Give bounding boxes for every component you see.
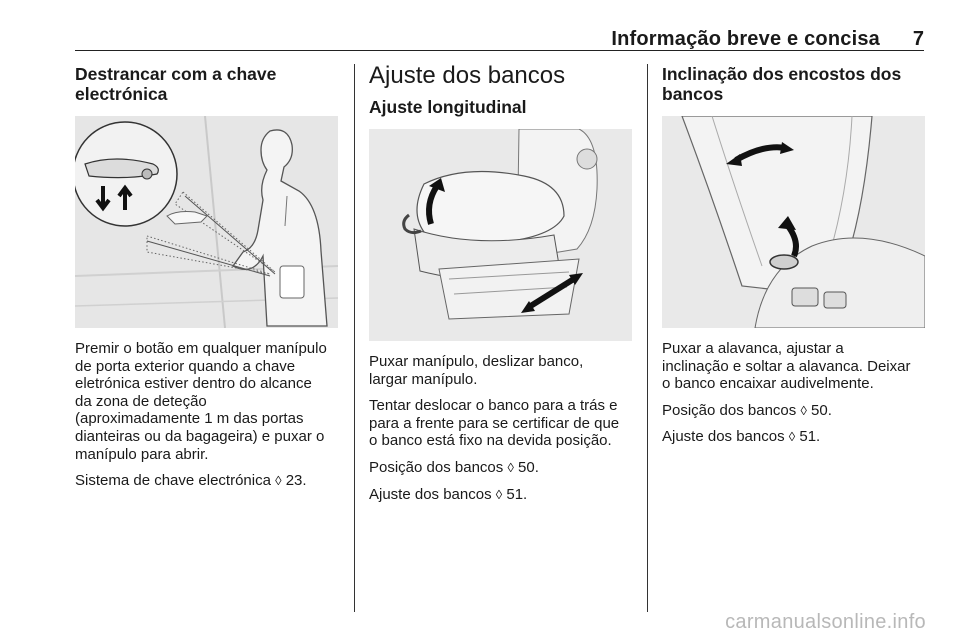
heading-line-2: electrónica	[75, 84, 168, 104]
xref-arrow-icon: ◊	[788, 429, 796, 445]
cross-reference-keyless-system[interactable]	[75, 472, 343, 490]
text-line: inclinação e soltar a alavanca. Deixar	[662, 357, 911, 375]
footer-watermark: carmanualsonline.info	[725, 611, 926, 633]
section-heading-keyless-unlock	[75, 64, 343, 104]
column-divider-1	[354, 64, 355, 612]
xref-label: Ajuste dos bancos	[662, 428, 785, 446]
illustration-seat-longitudinal	[369, 129, 632, 341]
illustration-door-handle-keyless	[75, 116, 338, 328]
column-backrest-inclination	[662, 64, 926, 446]
text-line: manípulo para abrir.	[75, 445, 209, 463]
paragraph-backrest-instructions	[662, 340, 926, 393]
header-rule	[75, 50, 924, 51]
xref-page: 50.	[811, 401, 832, 419]
section-heading-backrest-inclination	[662, 64, 926, 104]
text-line: de porta exterior quando a chave	[75, 357, 296, 375]
chapter-heading-seat-adjustment: Ajuste dos bancos	[369, 62, 566, 89]
xref-label: Sistema de chave electrónica	[75, 472, 271, 490]
text-line: Premir o botão em qualquer manípulo	[75, 340, 327, 357]
illustration-backrest-lever	[662, 116, 925, 328]
column-divider-2	[647, 64, 648, 612]
page-number: 7	[912, 28, 924, 50]
text-line: dianteiras ou da bagageira) e puxar o	[75, 427, 325, 445]
text-line: Puxar manípulo, deslizar banco,	[369, 353, 584, 370]
text-line: o banco encaixar audivelmente.	[662, 375, 874, 393]
text-line: (aproximadamente 1 m das portas	[75, 410, 304, 428]
xref-arrow-icon: ◊	[507, 459, 514, 475]
text-line: o banco está fixo na devida posição.	[369, 432, 612, 450]
heading-line-1: Inclinação dos encostos dos	[662, 64, 902, 84]
backrest-lever-svg	[662, 116, 925, 328]
text-line: eletrónica estiver dentro do alcance	[75, 375, 312, 393]
door-handle-illustration-svg	[75, 116, 338, 328]
text-line: Puxar a alavanca, ajustar a	[662, 340, 844, 357]
text-line: da zona de deteção	[75, 392, 207, 410]
heading-line-2: bancos	[662, 84, 724, 104]
xref-arrow-icon: ◊	[800, 402, 807, 418]
heading-line-1: Destrancar com a chave	[75, 64, 277, 84]
text-line: largar manípulo.	[369, 370, 478, 388]
xref-label: Posição dos bancos	[369, 458, 504, 476]
cross-reference-seat-adjustment[interactable]	[369, 486, 633, 504]
xref-arrow-icon: ◊	[495, 486, 503, 502]
section-heading-longitudinal: Ajuste longitudinal	[369, 97, 527, 117]
xref-arrow-icon: ◊	[275, 473, 282, 489]
xref-page: 51.	[506, 485, 528, 503]
paragraph-keyless-instructions	[75, 340, 343, 463]
cross-reference-seat-position[interactable]	[662, 402, 926, 420]
seat-longitudinal-svg	[369, 129, 632, 341]
cross-reference-seat-adjustment[interactable]	[662, 428, 926, 446]
text-line: para a frente para se certificar de que	[369, 414, 620, 432]
text-line: Tentar deslocar o banco para a trás e	[369, 397, 618, 415]
xref-page: 23.	[285, 472, 307, 490]
cross-reference-seat-position[interactable]	[369, 459, 633, 477]
xref-page: 50.	[518, 458, 539, 476]
xref-label: Posição dos bancos	[662, 401, 797, 419]
column-seat-adjustment	[369, 64, 633, 503]
column-keyless-unlock	[75, 64, 343, 490]
xref-page: 51.	[799, 428, 821, 446]
header-title: Informação breve e concisa	[611, 28, 880, 50]
paragraph-longitudinal-check	[369, 397, 633, 450]
paragraph-longitudinal-step	[369, 353, 633, 388]
xref-label: Ajuste dos bancos	[369, 485, 492, 503]
